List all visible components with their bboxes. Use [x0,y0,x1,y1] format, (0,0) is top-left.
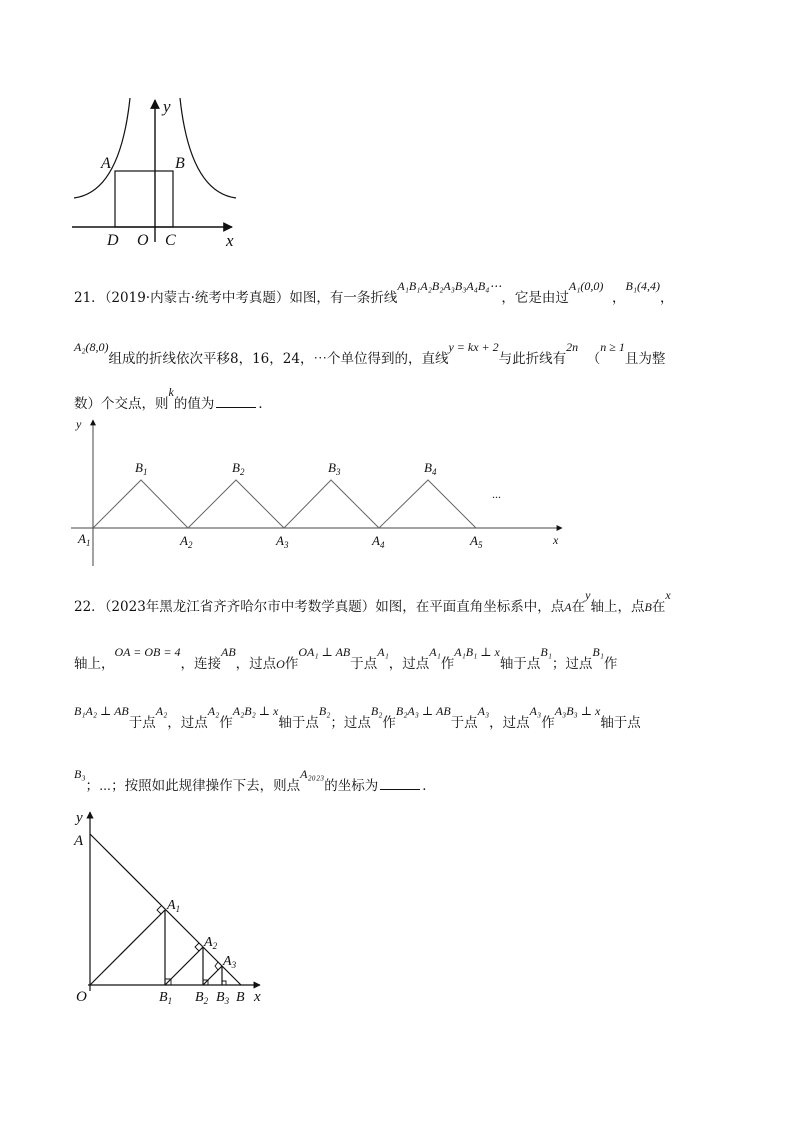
q21-answer-blank[interactable] [216,395,256,408]
q22-math: B₁ [540,645,552,659]
q22-text: ，过点 [388,656,430,672]
q22-math: B₁ [592,645,604,659]
q22-text: 作 [284,656,299,672]
q22-math: A₂ [155,704,168,718]
q21-line-equation: y = kx + 2 [448,340,499,354]
q22-math: A₃ [477,704,490,718]
hyperbola-figure [60,92,260,252]
q22-text: 作 [382,715,396,731]
q22-text: 作 [603,656,618,672]
q22-text: ，过点 [235,656,277,672]
label-d: D [107,232,119,249]
q21-point-b1: B₁(4,4) [625,279,660,293]
label-a3: $A_3$ [276,533,289,550]
q21-line-3 [74,385,272,414]
q22-math: A₂ [207,704,220,718]
left-branch-curve [74,98,130,198]
triangle-figure [70,808,280,1008]
ellipsis-label: ... [492,487,501,501]
label-c: C [165,232,176,249]
q21-text: ， [612,290,626,306]
q22-text: 于点 [350,656,378,672]
q22-math: B [644,600,652,614]
q22-text: ；过点 [330,715,371,731]
q22-math: x [665,588,671,602]
q21-text: 如图，有一条折线 [289,290,398,306]
label-b3: $B_3$ [216,990,230,1006]
q22-math: AB [220,645,236,659]
x-axis-label: x [553,533,559,547]
q21-text: ． [258,396,272,412]
q22-equation: OA = OB = 4 [114,645,181,659]
q21-number: 21． [74,290,105,306]
label-b1: $B_1$ [135,460,148,477]
label-a4: $A_4$ [372,533,385,550]
q22-text: 作 [219,715,233,731]
q22-line-3 [74,704,641,733]
q22-source: （2023年黑龙江省齐齐哈尔市中考数学真题） [104,599,376,615]
q22-text: 作 [541,715,555,731]
q22-answer-blank[interactable] [380,777,420,790]
q22-math: A₁ [429,645,441,659]
q21-source: （2019·内蒙古·统考中考真题） [104,290,290,306]
label-b1: $B_1$ [159,990,173,1006]
right-angle-mark [215,962,218,970]
x-axis-label: x [254,989,261,1005]
q21-text: 组成的折线依次平移8，16，24，⋯个单位得到的，直线 [108,351,449,367]
q21-line-1 [74,279,674,308]
q22-math: B₂A₃ ⊥ AB [395,704,451,718]
x-axis-label: x [226,231,234,250]
label-o: O [76,989,87,1005]
q22-text: 在 [651,599,666,615]
q22-text: ；过点 [551,656,593,672]
q21-line-2 [74,340,666,369]
q22-text: 轴于点 [278,715,319,731]
q22-math: A [564,600,572,614]
label-b2: $B_2$ [195,990,209,1006]
label-b: B [236,990,245,1005]
q22-math: A₃B₃ ⊥ x [554,704,601,718]
q22-math: A₂B₂ ⊥ x [232,704,279,718]
label-a3: $A_3$ [223,954,237,970]
q21-point-a1: A₁(0,0) [568,279,604,293]
q22-text: 于点 [450,715,478,731]
q22-math: A₃ [529,704,542,718]
q21-point-a2: A₂(8,0) [74,340,109,354]
q22-math: B₁A₂ ⊥ AB [74,704,129,718]
q21-text: 数）个交点，则 [74,396,169,412]
label-a: A [74,833,84,849]
q21-variable-k: k [168,385,174,399]
q21-text: ， [660,290,674,306]
q21-polyline-name: A₁B₁A₂B₂A₃B₃A₄B₄⋯ [397,279,502,293]
q21-text: 的值为 [173,396,215,412]
label-o: O [137,232,149,249]
q22-line-1 [74,588,671,617]
y-axis-label: y [76,810,83,826]
q22-text: ，过点 [167,715,208,731]
segment-o-a1 [90,910,165,985]
q22-math: y [585,588,591,602]
q21-text: 且为整 [624,351,666,367]
q22-math: B₃ [74,767,86,781]
segment-b2-a3 [203,966,222,985]
label-b: B [175,155,185,172]
q22-math: A₁B₁ ⊥ x [454,645,500,659]
q22-text: ；⋯；按照如此规律操作下去，则点 [85,778,301,794]
q22-text: 于点 [128,715,156,731]
q21-text: ，它是由过 [501,290,569,306]
label-a5: $A_5$ [470,533,483,550]
q22-text: 轴上， [74,656,115,672]
q22-math: B₂ [318,704,331,718]
label-b4: $B_4$ [424,460,437,477]
q22-number: 22． [74,599,105,615]
label-b2: $B_2$ [232,460,245,477]
label-a1: $A_1$ [78,531,91,548]
zigzag-polyline [93,480,476,528]
q22-text: 轴于点 [600,715,641,731]
rectangle-abcd [115,171,173,227]
right-branch-curve [180,98,236,198]
q22-text: 如图，在平面直角坐标系中，点 [375,599,565,615]
q22-math: A₁ [377,645,389,659]
q21-text: （ [586,351,601,367]
label-a2: $A_2$ [180,533,193,550]
q21-intersection-count: 2n [566,340,579,354]
q22-text: 轴于点 [499,656,541,672]
y-axis-label: y [76,417,82,431]
label-a2: $A_2$ [204,935,218,951]
q22-text: 的坐标为 [324,778,379,794]
right-angle-mark [195,943,199,951]
label-a: A [101,155,111,172]
q21-condition: n ≥ 1 [600,340,625,354]
label-a1: $A_1$ [167,898,181,914]
q22-math: OA₁ ⊥ AB [298,645,351,659]
q22-text: 轴上，点 [590,599,645,615]
y-axis-label: y [163,97,171,116]
q21-text: 与此折线有 [498,351,567,367]
q22-text: ，过点 [489,715,530,731]
q22-math-a2023: A₂₀₂₃ [300,767,325,781]
right-angle-mark [157,906,161,914]
q22-line-4 [74,767,436,796]
zigzag-figure [66,412,576,572]
q22-math: B₂ [370,704,383,718]
q22-text: ，连接 [180,656,221,672]
q22-text: ． [422,778,436,794]
label-b3: $B_3$ [328,460,341,477]
q22-math: O [276,657,285,671]
q22-line-2 [74,645,618,674]
q22-text: 作 [440,656,455,672]
q22-text: 在 [571,599,586,615]
